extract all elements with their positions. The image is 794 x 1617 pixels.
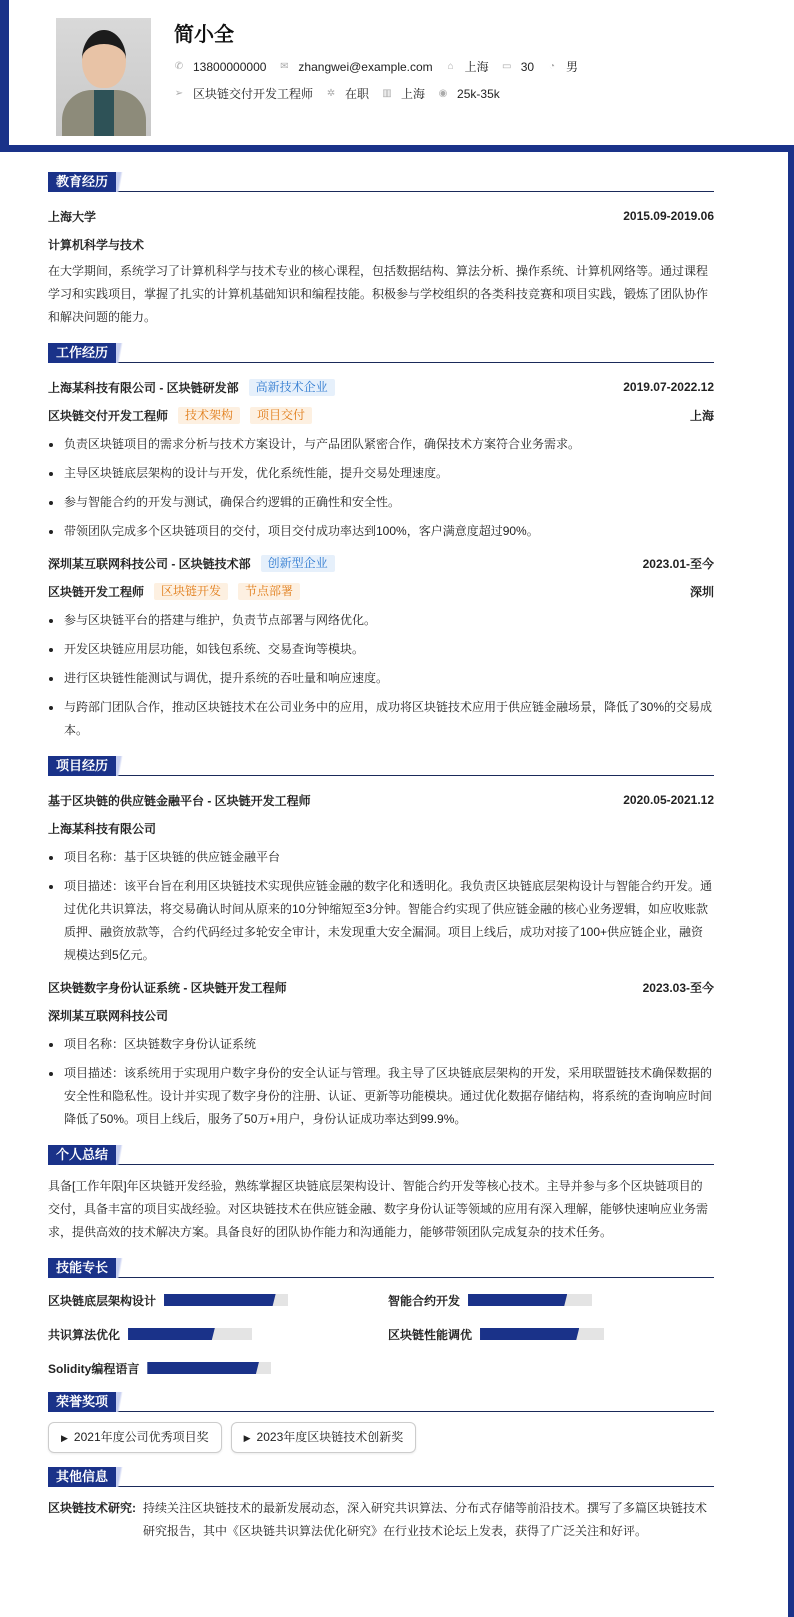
education-item: 上海大学 2015.09-2019.06 <box>48 209 714 224</box>
status: 在职 <box>345 87 370 101</box>
skill-name: 区块链性能调优 <box>388 1327 473 1342</box>
project-company-row <box>48 814 714 842</box>
home-icon: ⌂ <box>447 61 454 72</box>
skill-bar-fill <box>468 1294 567 1306</box>
education-desc: 在大学期间，系统学习了计算机科学与技术专业的核心课程，包括数据结构、算法分析、操作系统、计算机网络等。通过课程学习和实践项目，掌握了扎实的计算机基础知识和编程技能。积极参与学校组织的各类科技竞赛和项目实践，锻炼了团队协作和解决问题的能力。 <box>48 264 709 324</box>
company-wrap <box>48 379 335 396</box>
skill-item <box>388 1290 714 1310</box>
section-awards: 荣誉奖项 <box>48 1392 714 1412</box>
skill-item <box>48 1324 388 1344</box>
skill-name: 区块链底层架构设计 <box>48 1293 157 1308</box>
company-tag: 高新技术企业 <box>249 379 335 396</box>
project-title: 基于区块链的供应链金融平台 - 区块链开发工程师 <box>48 793 311 808</box>
bullet-item: 项目描述：该平台旨在利用区块链技术实现供应链金融的数字化和透明化。我负责区块链底层架构设计与智能合约开发。通过优化共识算法，将交易确认时间从原来的10分钟缩短至3分钟。智能合约实现了供应链金融的核心业务逻辑，如应收账款质押、融资放款等，合约代码经过多轮安全审计，未发现重大安全漏洞。项目上线后，成功对接了100+供应链企业，融资规模达到5亿元。 <box>48 875 714 967</box>
project-company: 深圳某互联网科技公司 <box>48 1008 169 1023</box>
bullet-item: 项目名称：区块链数字身份认证系统 <box>48 1033 714 1056</box>
contact-row <box>174 58 591 75</box>
skill-item <box>48 1358 388 1378</box>
project-bullets <box>48 846 714 967</box>
skill-bar <box>480 1328 604 1340</box>
salary-icon: ◉ <box>438 88 448 99</box>
job-intent-row <box>174 85 513 102</box>
skill-item <box>388 1324 714 1344</box>
major: 计算机科学与技术 <box>48 237 145 252</box>
skill-bar <box>164 1294 288 1306</box>
bullet-item: 项目名称：基于区块链的供应链金融平台 <box>48 846 714 869</box>
skill-tag: 项目交付 <box>250 407 312 424</box>
role: 区块链交付开发工程师 <box>48 408 169 423</box>
skill-name: 智能合约开发 <box>388 1293 461 1308</box>
bullet-item: 项目描述：该系统用于实现用户数字身份的安全认证与管理。我主导了区块链底层架构的开发，采用联盟链技术确保数据的安全性和隐私性。设计并实现了数字身份的注册、认证、更新等功能模块。通过优化数据存储结构，将系统的查询响应时间降低了50%。项目上线后，服务了50万+用户，身份认证成功率达到99.9%。 <box>48 1062 714 1131</box>
phone-icon: ✆ <box>174 61 184 72</box>
work-city: 上海 <box>689 408 714 423</box>
work-item-header <box>48 549 714 577</box>
email-icon: ✉ <box>280 61 289 72</box>
work-role-row <box>48 401 714 429</box>
project-title: 区块链数字身份认证系统 - 区块链开发工程师 <box>48 980 287 995</box>
work-bullets <box>48 433 714 543</box>
work-period: 2023.01-至今 <box>642 556 714 571</box>
work-bullets <box>48 609 714 742</box>
work-city: 深圳 <box>689 584 714 599</box>
work-role-row <box>48 577 714 605</box>
age-icon: ▭ <box>501 61 512 72</box>
resume-body <box>0 152 794 1617</box>
bullet-item: 参与区块链平台的搭建与维护，负责节点部署与网络优化。 <box>48 609 714 632</box>
skill-name: 共识算法优化 <box>48 1327 121 1342</box>
skill-bar-fill <box>128 1328 215 1340</box>
skill-item <box>48 1290 388 1310</box>
bullet-item: 参与智能合约的开发与测试，确保合约逻辑的正确性和安全性。 <box>48 491 714 514</box>
triangle-right-icon: ▶ <box>61 1433 68 1443</box>
skill-tag: 技术架构 <box>178 407 240 424</box>
gender-icon: ◔ <box>549 61 556 72</box>
target-city: 上海 <box>401 87 426 101</box>
status-icon: ✲ <box>326 88 336 99</box>
section-skills: 技能专长 <box>48 1258 714 1278</box>
project-company: 上海某科技有限公司 <box>48 821 157 836</box>
bullet-item: 开发区块链应用层功能，如钱包系统、交易查询等模块。 <box>48 638 714 661</box>
project-bullets <box>48 1033 714 1131</box>
skill-tag: 节点部署 <box>238 583 300 600</box>
role-wrap <box>48 583 300 600</box>
skill-bar <box>147 1362 271 1374</box>
role: 区块链开发工程师 <box>48 584 145 599</box>
skill-bar <box>468 1294 592 1306</box>
skill-tag: 区块链开发 <box>154 583 228 600</box>
bullet-item: 进行区块链性能测试与调优，提升系统的吞吐量和响应速度。 <box>48 667 714 690</box>
section-other: 其他信息 <box>48 1467 714 1487</box>
bullet-item: 主导区块链底层架构的设计与开发，优化系统性能，提升交易处理速度。 <box>48 462 714 485</box>
avatar-photo <box>56 18 151 136</box>
skill-bar-fill <box>480 1328 579 1340</box>
section-projects: 项目经历 <box>48 756 714 776</box>
award-name: 2023年度区块链技术创新奖 <box>256 1430 404 1444</box>
bullet-item: 带领团队完成多个区块链项目的交付，项目交付成功率达到100%，客户满意度超过90%。 <box>48 520 714 543</box>
award-name: 2021年度公司优秀项目奖 <box>73 1430 209 1444</box>
skill-bar-fill <box>147 1362 259 1374</box>
triangle-right-icon: ▶ <box>243 1433 251 1443</box>
skill-bar-fill <box>164 1294 276 1306</box>
award-item <box>48 1422 222 1453</box>
email: zhangwei@example.com <box>298 59 433 74</box>
summary-text: 具备[工作年限]年区块链开发经验，熟练掌握区块链底层架构设计、智能合约开发等核心技术。主导并参与多个区块链项目的交付，具备丰富的项目实战经验。对区块链技术在供应链金融、数字身份认证等领域的应用有深入理解，能够快速响应业务需求，提供高效的技术解决方案。具备良好的团队协作能力和沟通能力，能够带领团队完成复杂的技术任务。 <box>48 1179 709 1239</box>
resume-header <box>0 0 794 152</box>
project-header <box>48 786 714 814</box>
company-tag: 创新型企业 <box>261 555 335 572</box>
award-item <box>231 1422 417 1453</box>
salary: 25k-35k <box>457 86 500 101</box>
project-company-row <box>48 1001 714 1029</box>
project-header <box>48 973 714 1001</box>
section-education: 教育经历 <box>48 172 714 192</box>
company-name: 上海某科技有限公司 - 区块链研发部 <box>48 380 239 395</box>
candidate-name: 简小全 <box>174 24 234 46</box>
location: 上海 <box>464 60 489 74</box>
bullet-item: 负责区块链项目的需求分析与技术方案设计，与产品团队紧密合作，确保技术方案符合业务需求。 <box>48 433 714 456</box>
section-summary: 个人总结 <box>48 1145 714 1165</box>
gender: 男 <box>566 60 579 74</box>
company-wrap <box>48 555 335 572</box>
phone: 13800000000 <box>193 59 267 74</box>
role-wrap <box>48 407 312 424</box>
skill-name: Solidity编程语言 <box>48 1361 140 1376</box>
work-item-header <box>48 373 714 401</box>
building-icon: ▥ <box>382 88 392 99</box>
company-name: 深圳某互联网科技公司 - 区块链技术部 <box>48 556 251 571</box>
other-item: 区块链技术研究: 持续关注区块链技术的最新发展动态，深入研究共识算法、分布式存储等前沿技术。撰写了多篇区块链技术研究报告，其中《区块链共识算法优化研究》在行业技术论坛上发表，获得了广泛关注和好评。 <box>48 1501 708 1538</box>
send-icon: ➢ <box>174 88 184 99</box>
section-work: 工作经历 <box>48 343 714 363</box>
age: 30 <box>520 59 535 74</box>
position: 区块链交付开发工程师 <box>193 87 314 101</box>
project-period: 2020.05-2021.12 <box>623 793 714 807</box>
bullet-item: 与跨部门团队合作，推动区块链技术在公司业务中的应用，成功将区块链技术应用于供应链金融场景，降低了30%的交易成本。 <box>48 696 714 742</box>
project-period: 2023.03-至今 <box>642 980 714 995</box>
work-period: 2019.07-2022.12 <box>623 380 714 394</box>
skill-bar <box>128 1328 252 1340</box>
